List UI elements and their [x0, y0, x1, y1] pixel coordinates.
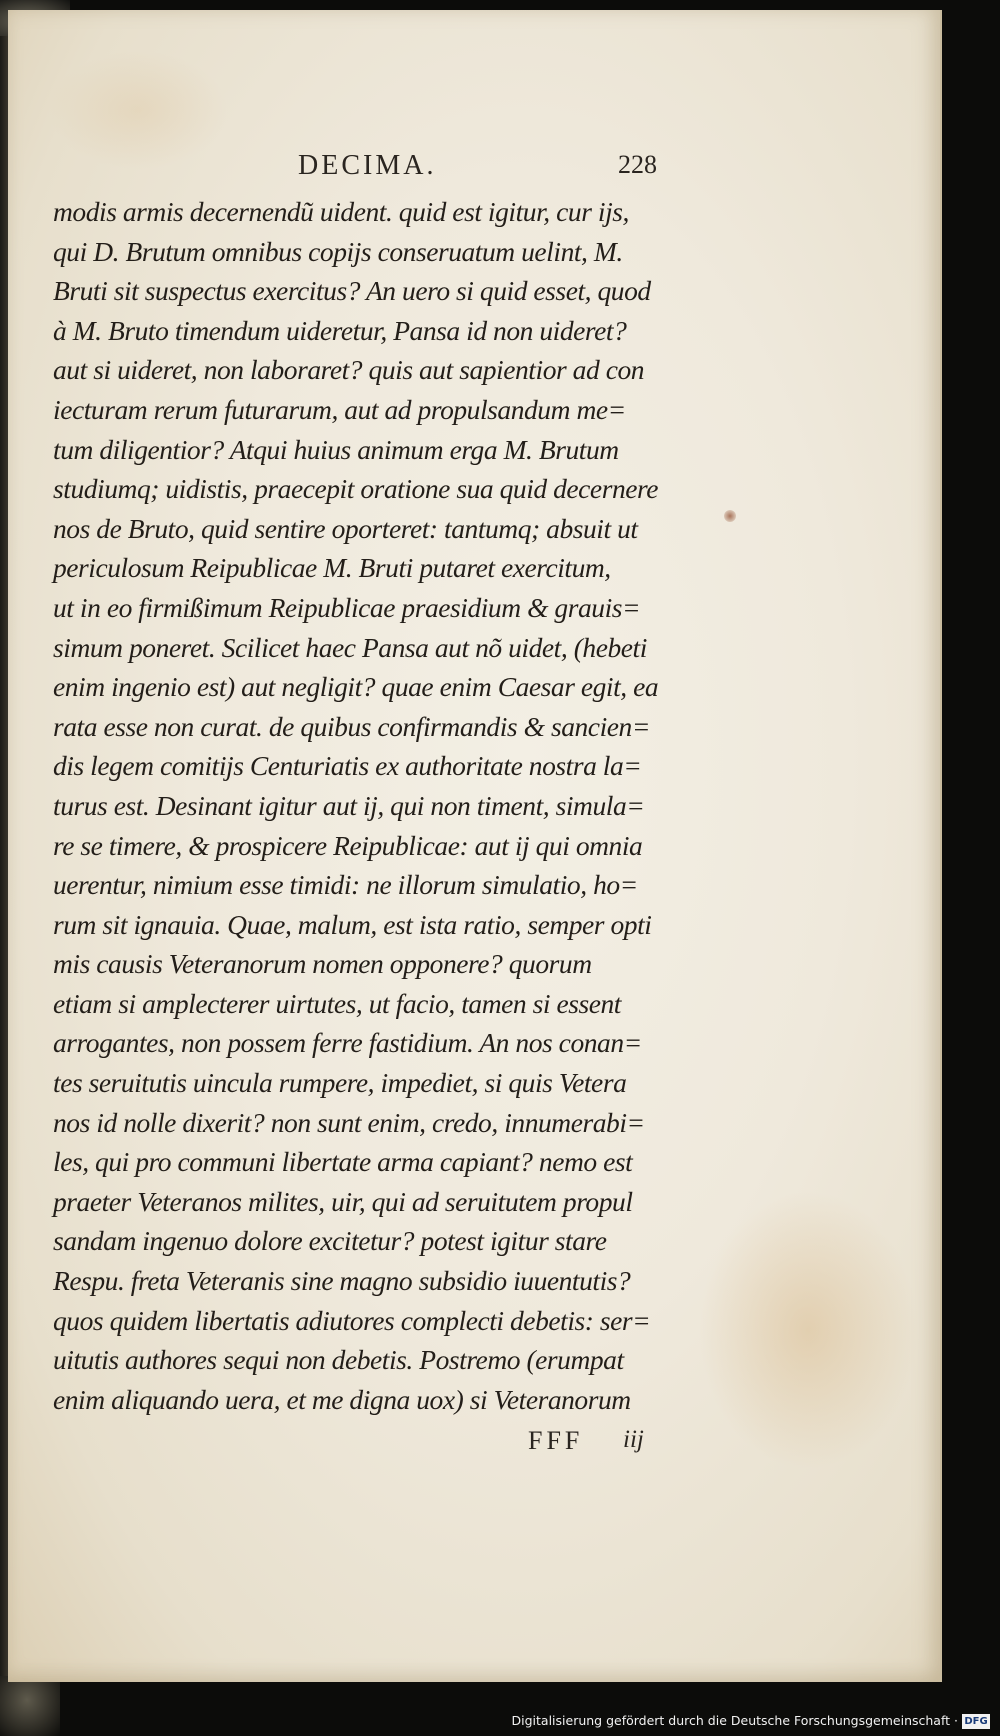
dfg-logo: DFG — [962, 1714, 990, 1729]
text-line: tes seruitutis uincula rumpere, impediet, si quis Vetera — [53, 1067, 627, 1099]
page-footer — [528, 1426, 728, 1466]
signature-mark: FFF — [528, 1426, 584, 1455]
text-line: nos id nolle dixerit? non sunt enim, credo, innumerabi= — [53, 1106, 645, 1138]
text-line: mis causis Veteranorum nomen opponere? quorum — [53, 948, 592, 980]
text-line: enim ingenio est) aut negligit? quae enim Caesar egit, ea — [53, 671, 659, 703]
text-line: enim aliquando uera, et me digna uox) si Veteranorum — [53, 1383, 631, 1415]
text-line: arrogantes, non possem ferre fastidium. An nos conan= — [53, 1027, 642, 1059]
text-line: rum sit ignauia. Quae, malum, est ista ratio, semper opti — [53, 908, 652, 940]
text-line: re se timere, & prospicere Reipublicae: aut ij qui omnia — [53, 829, 643, 861]
text-line: simum poneret. Scilicet haec Pansa aut nõ uidet, (hebeti — [53, 631, 647, 663]
text-line: rata esse non curat. de quibus confirmandis & sancien= — [53, 710, 650, 742]
leaf-number: iij — [623, 1426, 644, 1453]
text-line: les, qui pro communi libertate arma capiant? nemo est — [53, 1146, 633, 1178]
body-text — [53, 192, 693, 1419]
text-line: etiam si amplecterer uirtutes, ut facio, tamen si essent — [53, 987, 621, 1019]
binding-corner-bottom — [0, 1676, 60, 1736]
text-line: Bruti sit suspectus exercitus? An uero si quid esset, quod — [53, 275, 651, 307]
text-line: uerentur, nimium esse timidi: ne illorum simulatio, ho= — [53, 869, 638, 901]
text-line: aut si uideret, non laboraret? quis aut sapientior ad con — [53, 354, 645, 386]
text-line: modis armis decernendũ uident. quid est igitur, cur ijs, — [53, 196, 629, 227]
text-line: iecturam rerum futurarum, aut ad propulsandum me= — [53, 393, 626, 425]
text-line: sandam ingenuo dolore excitetur? potest igitur stare — [53, 1225, 607, 1257]
text-line: periculosum Reipublicae M. Bruti putaret exercitum, — [53, 552, 611, 584]
text-line: à M. Bruto timendum uideretur, Pansa id non uideret? — [53, 314, 627, 346]
text-line: tum diligentior? Atqui huius animum erga M. Brutum — [53, 433, 619, 465]
text-line: praeter Veteranos milites, uir, qui ad seruitutem propul — [53, 1185, 633, 1217]
text-line: quos quidem libertatis adiutores complecti debetis: ser= — [53, 1304, 651, 1336]
text-line: Respu. freta Veteranis sine magno subsidio iuuentutis? — [53, 1265, 631, 1297]
text-line: dis legem comitijs Centuriatis ex authoritate nostra la= — [53, 750, 642, 782]
attribution-text: Digitalisierung gefördert durch die Deutsche Forschungsgemeinschaft · — [511, 1713, 958, 1728]
paper-stain — [698, 1190, 918, 1470]
book-page — [8, 10, 942, 1682]
text-line: turus est. Desinant igitur aut ij, qui non timent, simula= — [53, 789, 645, 821]
page-number: 228 — [618, 150, 657, 179]
text-line: ut in eo firmißimum Reipublicae praesidium & grauis= — [53, 591, 641, 623]
text-line: uitutis authores sequi non debetis. Postremo (erumpat — [53, 1344, 624, 1376]
running-title: DECIMA. — [298, 150, 437, 181]
text-line: nos de Bruto, quid sentire oporteret: tantumq; absuit ut — [53, 512, 638, 544]
paper-stain — [48, 50, 228, 170]
page-header — [298, 150, 678, 190]
text-line: qui D. Brutum omnibus copijs conseruatum uelint, M. — [53, 235, 623, 267]
ink-spot — [724, 510, 736, 522]
text-line: studiumq; uidistis, praecepit oratione sua quid decernere — [53, 473, 658, 505]
